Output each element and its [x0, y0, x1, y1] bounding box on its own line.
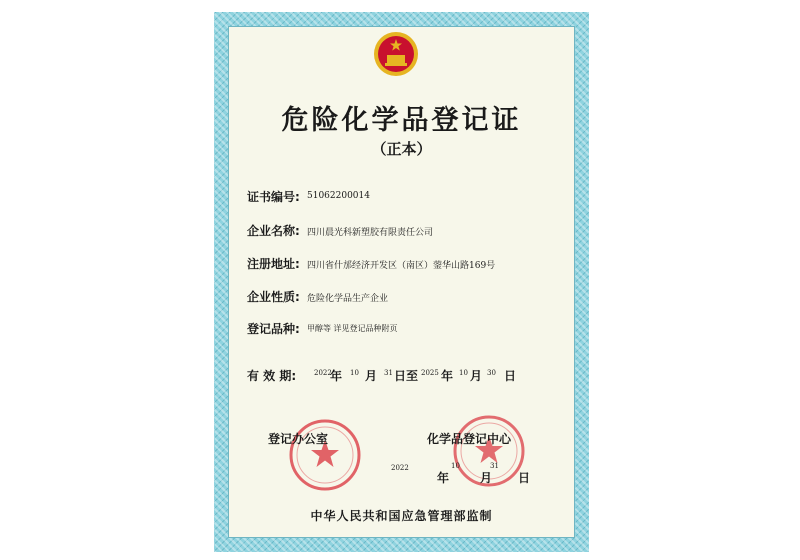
validity-to-day: 30	[487, 369, 496, 377]
field-label-company: 企业名称:	[247, 224, 300, 238]
sign-date-day: 31	[490, 462, 499, 470]
field-value-address: 四川省什邡经济开发区（南区）蓥华山路169号	[307, 261, 496, 271]
field-value-company: 四川晨光科新塑胶有限责任公司	[307, 228, 434, 238]
validity-from-day: 31	[384, 369, 393, 377]
page-subtitle: （正本）	[371, 140, 432, 158]
validity-year-char-1: 年	[330, 369, 343, 383]
validity-month-char-2: 月	[470, 369, 483, 383]
sign-date-month: 10	[451, 462, 460, 470]
validity-from-month: 10	[350, 369, 359, 377]
signature-left: 登记办公室	[268, 432, 329, 446]
field-value-cert-no: 51062200014	[307, 191, 370, 201]
national-emblem-icon	[372, 30, 420, 78]
validity-to-month: 10	[459, 369, 468, 377]
page-title: 危险化学品登记证	[281, 105, 522, 136]
field-value-nature: 危险化学品生产企业	[307, 294, 389, 304]
sign-date-year-char: 年	[437, 471, 450, 485]
validity-day-to: 日至	[394, 369, 419, 383]
validity-day-char: 日	[504, 369, 517, 383]
signature-right: 化学品登记中心	[427, 432, 512, 446]
field-label-address: 注册地址:	[247, 257, 300, 271]
sign-date-year: 2022	[391, 464, 409, 472]
field-label-varieties: 登记品种:	[247, 322, 300, 336]
sign-date-month-char: 月	[480, 471, 493, 485]
footer-issuer: 中华人民共和国应急管理部监制	[310, 509, 493, 523]
field-label-nature: 企业性质:	[247, 290, 300, 304]
validity-to-year: 2025	[421, 369, 439, 377]
field-label-cert-no: 证书编号:	[247, 190, 300, 204]
validity-year-char-2: 年	[441, 369, 454, 383]
validity-from-year: 2022	[314, 369, 332, 377]
sign-date-day-char: 日	[518, 471, 531, 485]
field-value-varieties: 甲醇等 详见登记品种附页	[307, 324, 398, 333]
validity-label: 有 效 期:	[247, 369, 297, 383]
validity-month-char-1: 月	[365, 369, 378, 383]
